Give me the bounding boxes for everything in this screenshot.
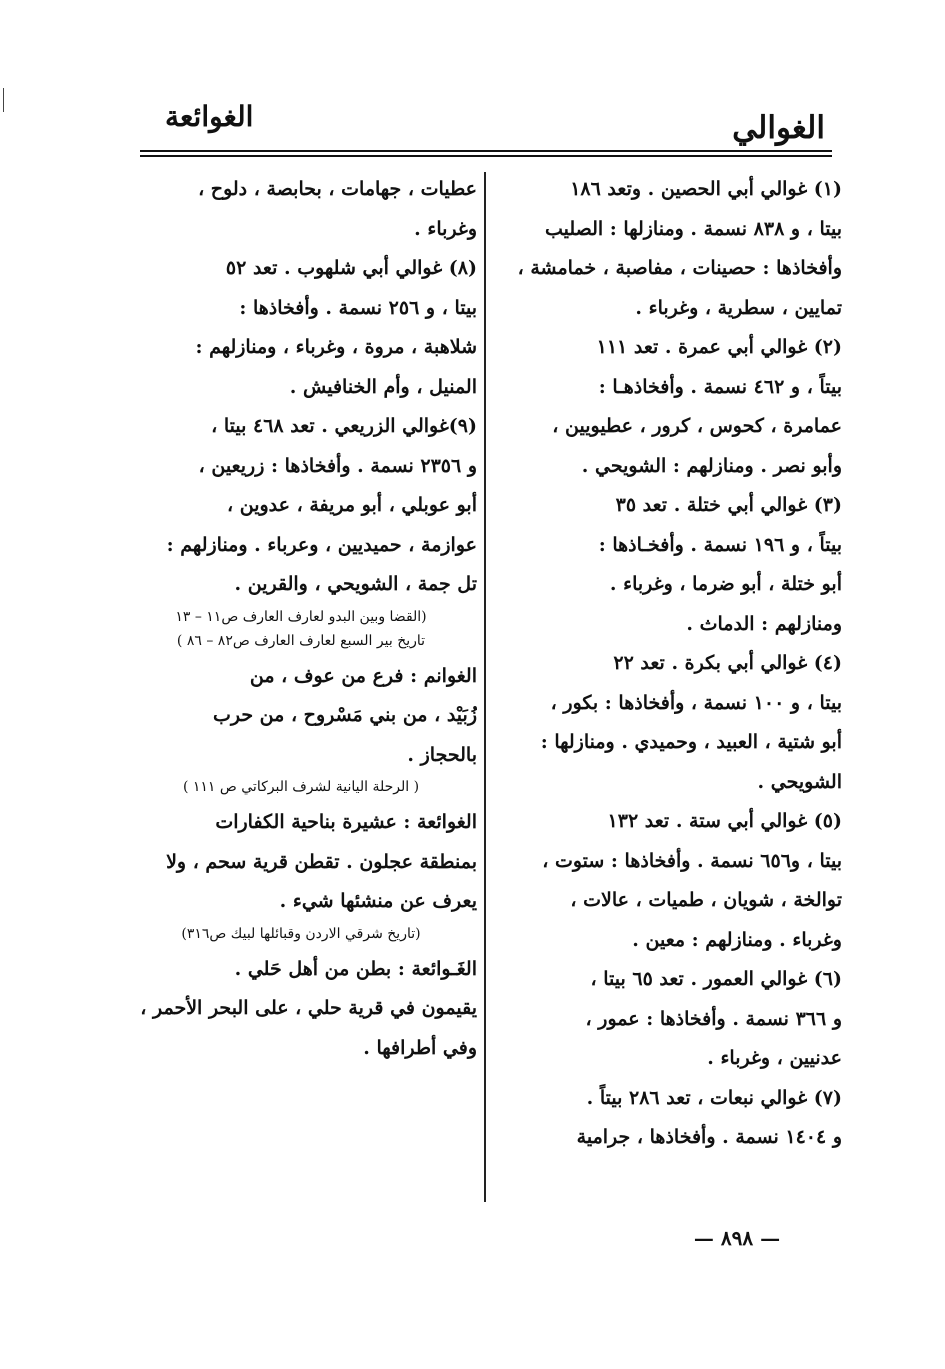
text-line: بيتاً ، و ٤٦٢ نسمة . وأفخاذهـا : xyxy=(598,375,842,398)
text-line: المنيل ، وأم الخنافيش . xyxy=(289,375,477,398)
header-rule-bottom xyxy=(140,155,832,157)
text-line: عطيات ، جهامات ، بحابصة ، دلوح ، xyxy=(198,178,477,200)
text-line: شلاهبة ، مروة ، وغرباء ، ومنازلهم : xyxy=(195,336,477,358)
text-line: عمامرة ، كحوس ، كرور ، عطيويين ، xyxy=(552,415,842,437)
citation: (تاريخ شرقي الاردن وقبائلها لبيك ص٣١٦) xyxy=(181,925,421,942)
column-divider xyxy=(484,172,486,1202)
scan-edge-mark xyxy=(3,88,4,112)
text-line: بالحجاز . xyxy=(407,743,477,766)
citation: تاريخ بير السبع لعارف العارف ص٨٢ – ٨٦ ) xyxy=(176,632,426,649)
text-line: (٥) غوالي أبي ستة . تعد ١٣٢ xyxy=(607,810,842,832)
page-number: — ٨٩٨ — xyxy=(693,1226,781,1250)
text-line: وغرباء . xyxy=(414,217,477,240)
text-line: و ١٤٠٤ نسمة . وأفخاذها ، جرامية xyxy=(576,1126,842,1148)
text-line: وفي أطرافها . xyxy=(363,1036,477,1059)
entry-heading-line: الغوائعة : عشيرة بناحية الكفارات xyxy=(215,811,477,833)
text-line: بيتاً ، و ١٩٦ نسمة . وأفخـاذها : xyxy=(598,533,842,556)
text-line: تل جمة ، الشويحي ، والقرين . xyxy=(234,573,477,595)
text-line: تمايين ، سطرية ، وغرباء . xyxy=(635,296,842,319)
text-line: و ٢٣٥٦ نسمة . وأفخاذها : زريعين ، xyxy=(198,454,477,477)
text-line: عدنيين ، وغرباء . xyxy=(707,1047,842,1069)
running-head-left: الغوائعة xyxy=(165,100,254,133)
header-rule-top xyxy=(140,150,832,152)
text-line: أبو ختلة ، أبو ضرما ، وغرباء . xyxy=(609,573,842,595)
text-line: أبو عوبلي ، أبو مريفة ، عدوين ، xyxy=(226,494,477,516)
text-line: وأبو نصر . ومنازلهم : الشويحي . xyxy=(581,454,842,477)
running-head-right: الغوالي xyxy=(732,110,825,146)
text-line: (٤) غوالي أبي بكرة . تعد ٢٢ xyxy=(613,652,842,674)
text-line: وأفخاذها : حصينات ، مفاصبة ، خمامشة ، xyxy=(517,257,842,279)
text-line: (٦) غوالي العمور . تعد ٦٥ بيتا ، xyxy=(590,968,842,990)
text-line: يعرف عن منشئها شيء . xyxy=(279,890,477,912)
entry-heading-line: الغَـوائعة : بطن من أهل حَلي . xyxy=(234,957,477,980)
text-line: (٨) غوالي أبي شلهوب . تعد ٥٢ xyxy=(225,257,477,279)
text-line: بيتا ، و ١٠٠ نسمة ، وأفخاذها : بكور ، xyxy=(550,691,842,714)
citation: ( الرحلة اليانية لشرف البركاتي ص ١١١ ) xyxy=(182,779,420,795)
text-line: (٢) غوالي أبي عمرة . تعد ١١١ xyxy=(596,336,842,358)
left-column xyxy=(125,170,477,1068)
text-line: بيتا ، و٦٥٦ نسمة . وأفخاذها : ستوت ، xyxy=(542,849,842,872)
text-line: ومنازلهم : الدماث . xyxy=(686,612,842,635)
entry-heading-line: الغوانم : فرع من عوف ، من xyxy=(249,664,477,687)
text-line: (١) غوالي أبي الحصين . وتعد ١٨٦ xyxy=(570,178,842,200)
text-line: بيتا ، و ٢٥٦ نسمة . وأفخاذها : xyxy=(239,296,477,319)
citation: (القضا وبين البدو لعارف العارف ص١١ – ١٣ xyxy=(175,608,427,625)
text-line: (٣) غوالي أبي ختلة . تعد ٣٥ xyxy=(615,494,842,516)
text-line: يقيمون في قرية حلي ، على البحر الأحمر ، xyxy=(140,997,477,1019)
text-line: توالخة ، شويان ، طميات ، عالات ، xyxy=(570,889,842,911)
text-line: عوازمة ، حميديين ، وعرباء . ومنازلهم : xyxy=(166,533,477,556)
text-line: أبو شتية ، العبيد ، وحميدي . ومنازلها : xyxy=(540,731,842,753)
text-line: زُبَيْد ، من بني مَسْروح ، من حرب xyxy=(212,704,477,726)
text-line: بمنطقة عجلون . تقطن قرية سحم ، ولا xyxy=(166,850,477,873)
text-line: وغرباء . ومنازلهم : معين . xyxy=(632,928,842,951)
text-line: و ٣٦٦ نسمة . وأفخاذها : عمور ، xyxy=(585,1007,842,1030)
text-line: (٧) غوالي نبعات ، تعد ٢٨٦ بيتاً . xyxy=(586,1086,842,1109)
text-line: بيتا ، و ٨٣٨ نسمة . ومنازلها : الصليب xyxy=(544,217,842,240)
text-line: (٩)غوالي الزريعي . تعد ٤٦٨ بيتا ، xyxy=(211,415,477,437)
text-line: الشويحي . xyxy=(757,770,842,793)
right-column xyxy=(504,170,842,1158)
